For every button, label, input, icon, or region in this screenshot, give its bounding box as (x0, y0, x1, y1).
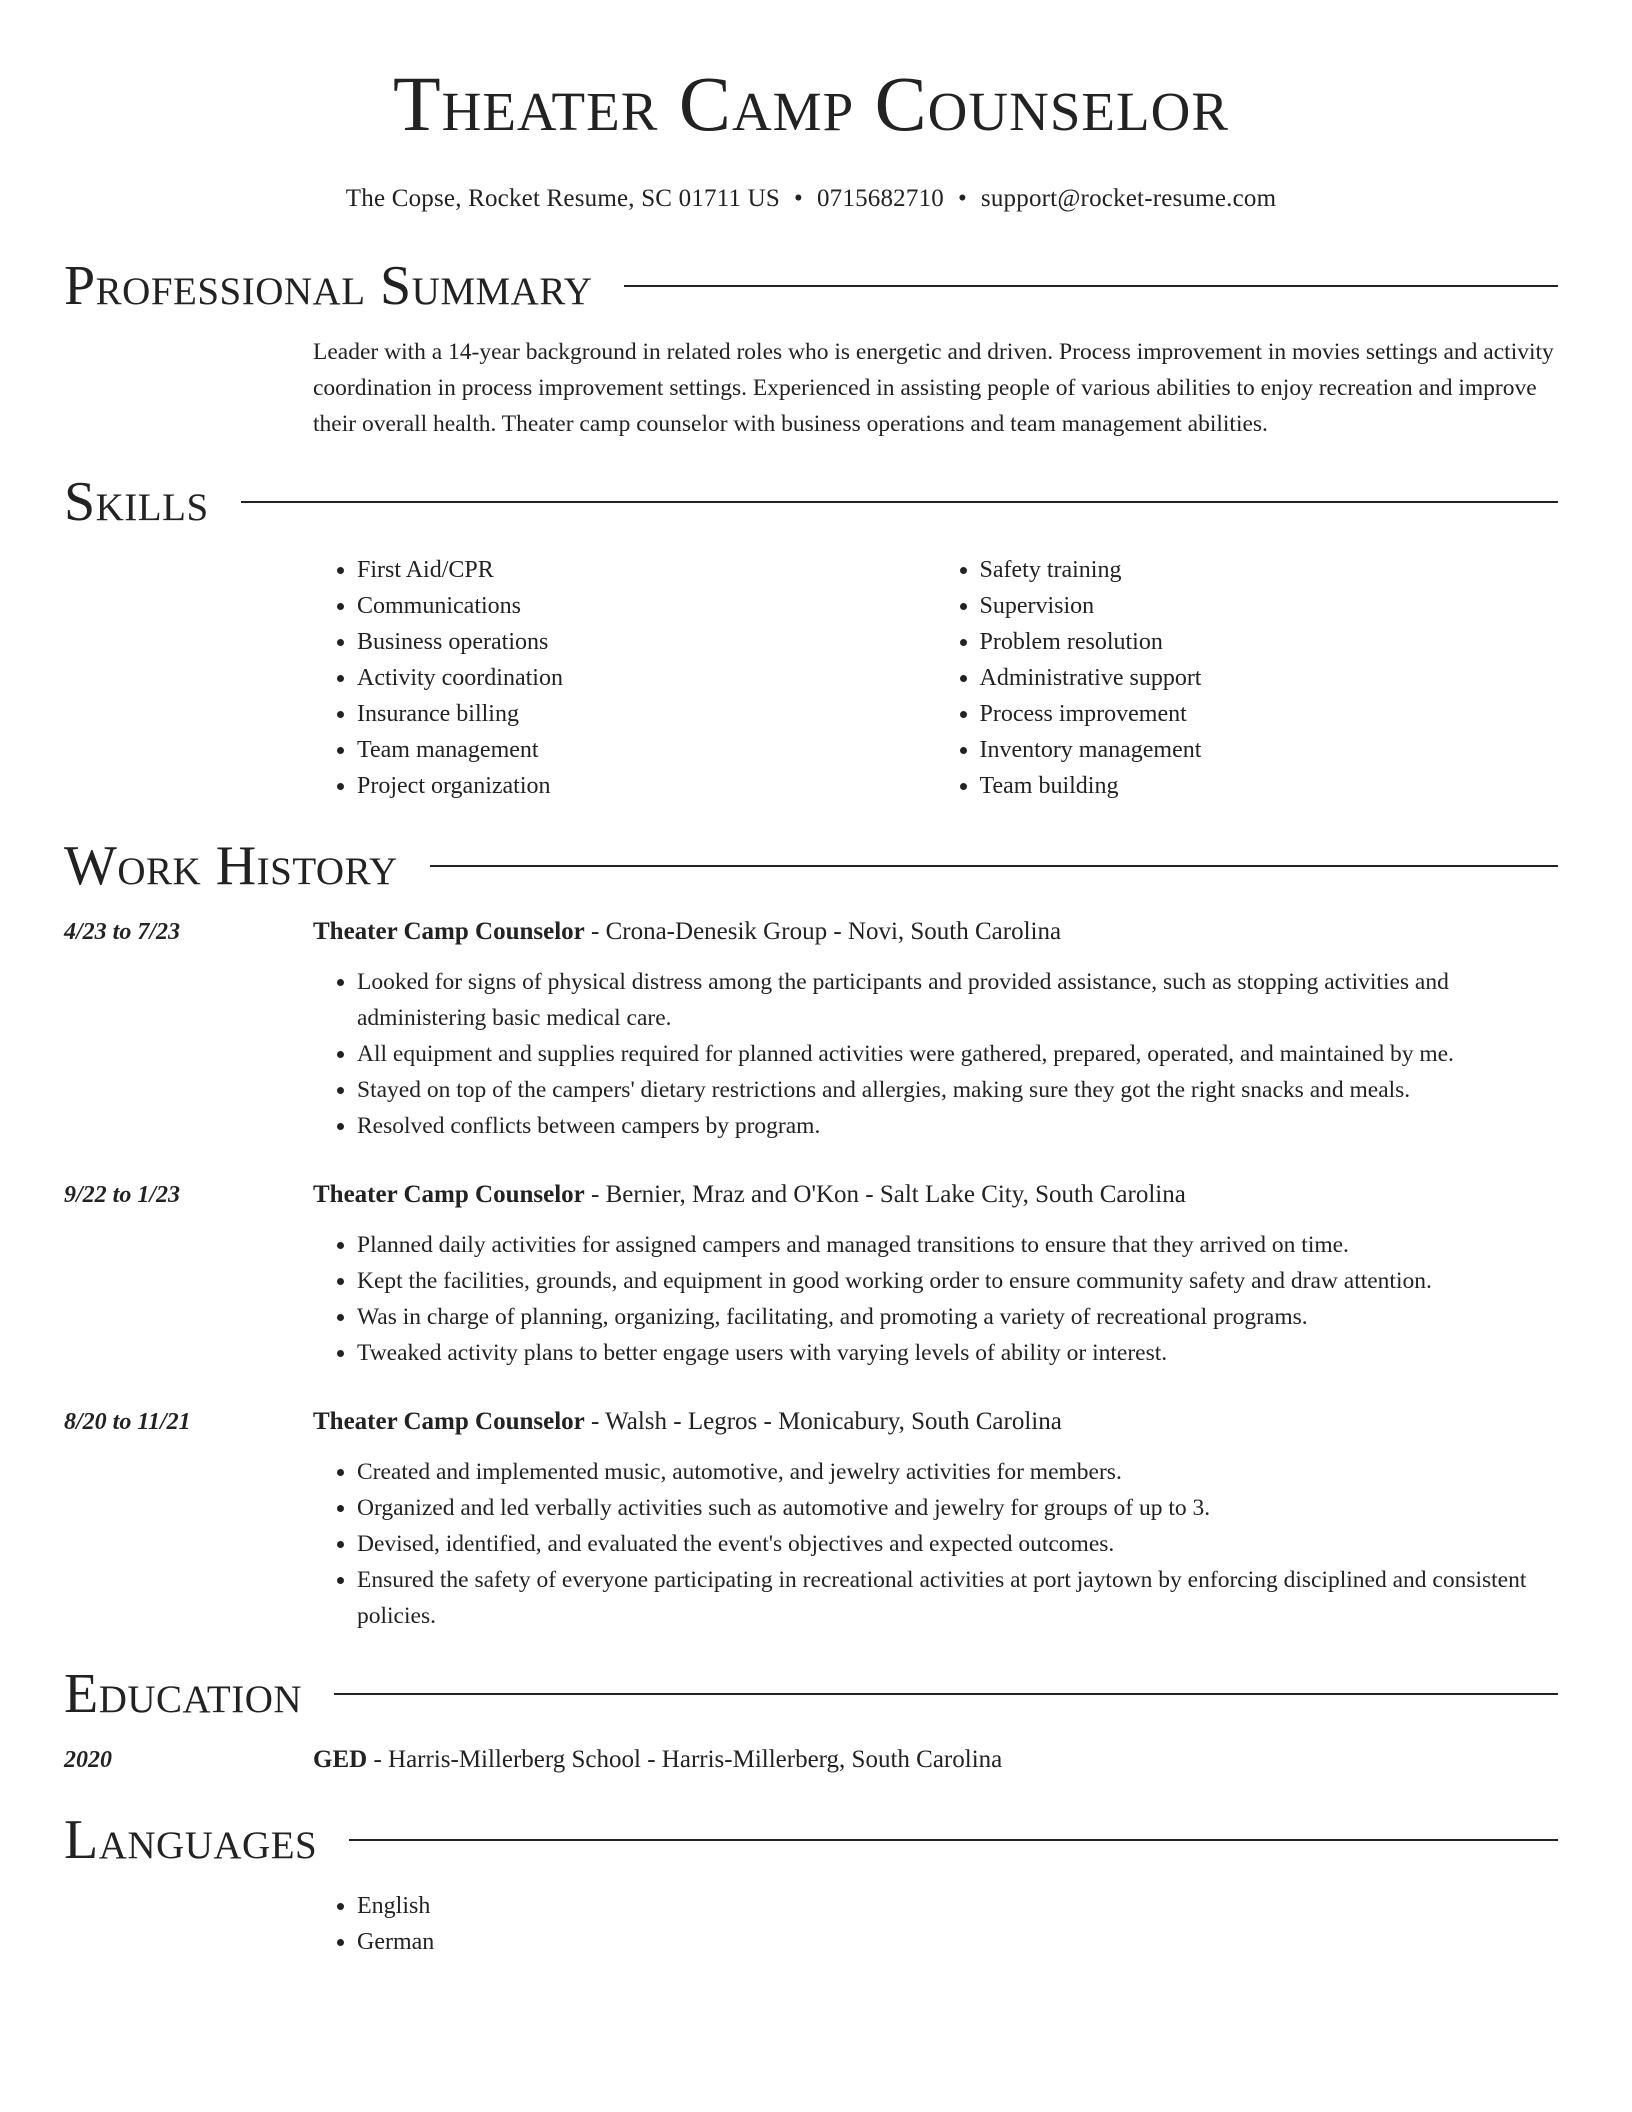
work-section-header (64, 834, 1558, 898)
job-title-line (313, 1177, 1558, 1213)
summary-heading: Professional Summary (64, 255, 593, 317)
skill-item: • Team management (357, 732, 936, 768)
job-details (313, 1404, 1558, 1634)
contact-address: The Copse, Rocket Resume, SC 01711 US (345, 185, 781, 212)
job-bullet: • Resolved conflicts between campers by program. (357, 1108, 1558, 1144)
job-date: 9/22 to 1/23 (64, 1182, 181, 1208)
contact-phone: 0715682710 (816, 185, 944, 212)
skill-item: • Supervision (980, 588, 1559, 624)
language-item: • English (357, 1888, 1558, 1924)
job-company: - Crona-Denesik Group - Novi, South Carolina (584, 918, 1062, 945)
job-bullet: • Tweaked activity plans to better engage users with varying levels of ability or interest. (357, 1335, 1558, 1371)
section-divider (241, 501, 1558, 503)
job-bullet: • Looked for signs of physical distress among the participants and provided assistance, such as stopping activities and administering basic medical care. (357, 964, 1558, 1036)
job-bullet: • Stayed on top of the campers' dietary restrictions and allergies, making sure they got the right snacks and meals. (357, 1072, 1558, 1108)
section-divider (624, 285, 1558, 287)
contact-line (64, 184, 1558, 214)
skills-column-right (936, 552, 1559, 804)
education-section-header (64, 1662, 1558, 1726)
languages-body (313, 1888, 1558, 1960)
job-bullet: • Created and implemented music, automotive, and jewelry activities for members. (357, 1454, 1558, 1490)
resume-name: Theater Camp Counselor (392, 60, 1230, 147)
summary-body (313, 334, 1558, 442)
job-title: Theater Camp Counselor (313, 1408, 585, 1435)
job-bullets (313, 1227, 1558, 1371)
skill-item: • Project organization (357, 768, 936, 804)
skills-column-left (313, 552, 936, 804)
contact-email: support@rocket-resume.com (980, 185, 1277, 212)
job-company: - Bernier, Mraz and O'Kon - Salt Lake City, South Carolina (584, 1181, 1186, 1208)
job-bullet: • Was in charge of planning, organizing, facilitating, and promoting a variety of recreational programs. (357, 1299, 1558, 1335)
job-title-line (313, 914, 1558, 950)
job-bullet: • Kept the facilities, grounds, and equipment in good working order to ensure community safety and draw attention. (357, 1263, 1558, 1299)
job-bullet: • Organized and led verbally activities such as automotive and jewelry for groups of up to 3. (357, 1490, 1558, 1526)
summary-text: Leader with a 14-year background in related roles who is energetic and driven. Process improvement in movies settings and activity coordination in process improvement settings. Experienced in assisting people of various abilities to enjoy recreation and improve their overall health. Theater camp counselor with business operations and team management abilities. (313, 339, 1554, 437)
section-divider (334, 1693, 1558, 1695)
languages-heading: Languages (64, 1809, 318, 1871)
job-company: - Walsh - Legros - Monicabury, South Carolina (584, 1408, 1062, 1435)
languages-list (313, 1888, 1558, 1960)
skills-list (313, 552, 1558, 804)
skill-item: • Safety training (980, 552, 1559, 588)
job-date: 4/23 to 7/23 (64, 919, 181, 945)
skills-heading: Skills (64, 471, 209, 533)
job-title: Theater Camp Counselor (313, 918, 585, 945)
job-title-line (313, 1404, 1558, 1440)
skill-item: • Insurance billing (357, 696, 936, 732)
job-entry (64, 1177, 1558, 1371)
skill-item: • Business operations (357, 624, 936, 660)
contact-separator: • (794, 185, 803, 212)
job-date: 8/20 to 11/21 (64, 1409, 191, 1435)
skill-item: • Problem resolution (980, 624, 1559, 660)
job-details (313, 914, 1558, 1144)
education-line (313, 1742, 1558, 1778)
contact-separator: • (957, 185, 967, 212)
work-heading: Work History (64, 835, 398, 897)
education-school: - Harris-Millerberg School - Harris-Millerberg, South Carolina (367, 1746, 1003, 1773)
language-item: • German (357, 1924, 1558, 1960)
education-details (313, 1742, 1558, 1778)
job-bullet: • Ensured the safety of everyone participating in recreational activities at port jaytown by enforcing disciplined and consistent policies. (357, 1562, 1558, 1634)
skill-item: • Administrative support (980, 660, 1559, 696)
skill-item: • Team building (980, 768, 1559, 804)
skill-item: • Process improvement (980, 696, 1559, 732)
skill-item: • Inventory management (980, 732, 1559, 768)
education-entry (64, 1742, 1558, 1778)
job-bullets (313, 964, 1558, 1144)
education-degree: GED (313, 1746, 368, 1773)
skills-section-header (64, 470, 1558, 534)
section-divider (349, 1839, 1558, 1841)
education-date: 2020 (64, 1747, 112, 1773)
section-divider (430, 865, 1558, 867)
job-entry (64, 1404, 1558, 1634)
skill-item: • Communications (357, 588, 936, 624)
job-bullet: • Planned daily activities for assigned campers and managed transitions to ensure that they arrived on time. (357, 1227, 1558, 1263)
resume-page (64, 0, 1558, 1960)
summary-section-header (64, 254, 1558, 318)
job-entry (64, 914, 1558, 1144)
education-heading: Education (64, 1663, 303, 1725)
job-bullet: • All equipment and supplies required for planned activities were gathered, prepared, operated, and maintained by me. (357, 1036, 1558, 1072)
languages-section-header (64, 1808, 1558, 1872)
skill-item: • Activity coordination (357, 660, 936, 696)
job-title: Theater Camp Counselor (313, 1181, 585, 1208)
skill-item: • First Aid/CPR (357, 552, 936, 588)
job-bullets (313, 1454, 1558, 1634)
job-bullet: • Devised, identified, and evaluated the event's objectives and expected outcomes. (357, 1526, 1558, 1562)
job-details (313, 1177, 1558, 1371)
